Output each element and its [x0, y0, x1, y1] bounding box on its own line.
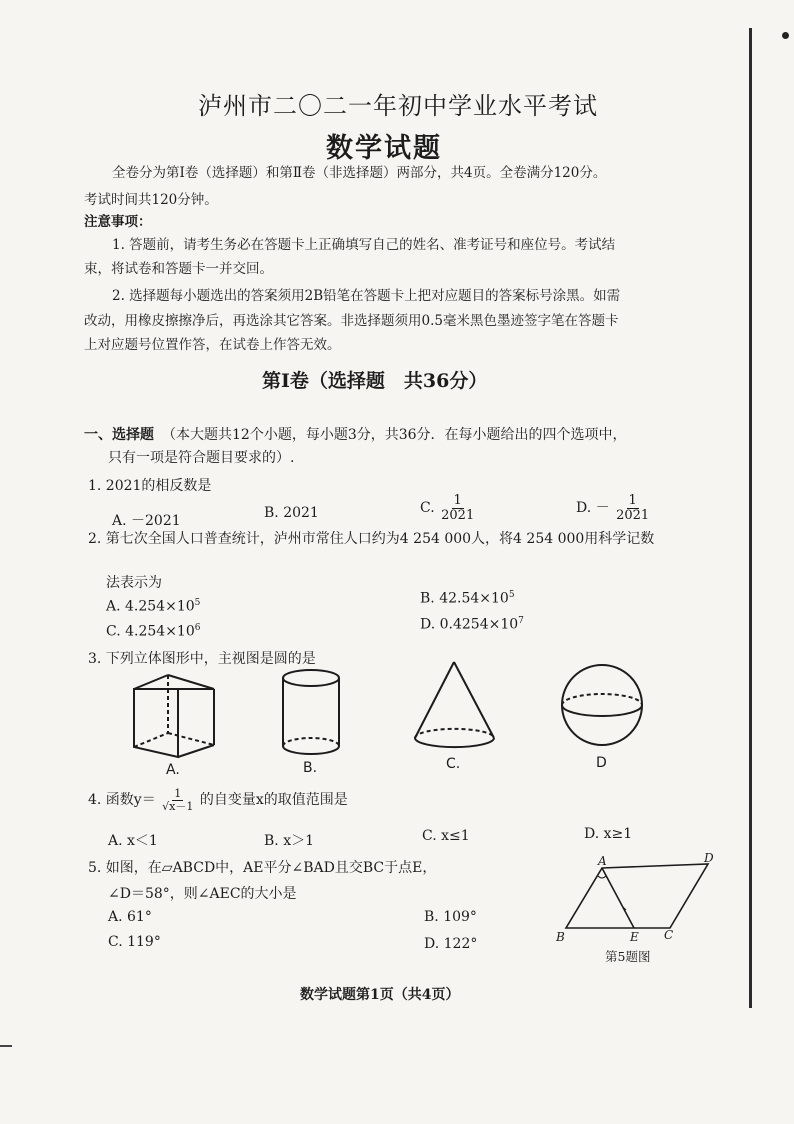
q3-option-a: A.	[166, 762, 180, 778]
q2-a-base: A. 4.254×10	[106, 598, 195, 615]
q2-c-base: C. 4.254×10	[106, 623, 195, 640]
cone-figure	[412, 660, 502, 760]
q1-option-a: A. －2021	[112, 513, 181, 529]
triangular-prism-figure	[130, 673, 240, 763]
q3-option-d: D	[596, 755, 607, 771]
q2-option-c	[106, 623, 200, 640]
q2-b-exp: 5	[508, 590, 515, 600]
part-desc-a: （本大题共12个小题，每小题3分，共36分．在每小题给出的四个选项中，	[162, 427, 627, 443]
note-2a: 2. 选择题每小题选出的答案须用2B铅笔在答题卡上把对应题目的答案标号涂黑。如需	[112, 288, 621, 304]
q1-stem: 1. 2021的相反数是	[88, 478, 212, 494]
parallelogram-figure	[560, 858, 720, 938]
q1-option-c-prefix: C.	[420, 500, 435, 517]
q5-label-c: C	[664, 928, 674, 942]
q5-figure-caption: 第5题图	[605, 949, 651, 964]
q5-option-d: D. 122°	[424, 936, 478, 952]
page-binding-edge	[749, 28, 752, 1008]
q3-option-b: B.	[303, 760, 318, 776]
q1-option-d-fraction	[614, 494, 651, 522]
q4-stem	[88, 788, 348, 812]
q4-stem-post: 的自变量x的取值范围是	[199, 792, 348, 809]
section-1-title: 第Ⅰ卷（选择题 共36分）	[262, 370, 488, 392]
q1-c-numerator: 1	[453, 493, 462, 508]
q1-option-d	[576, 494, 651, 522]
q5-label-e: E	[630, 930, 639, 944]
q4-option-b: B. x＞1	[264, 833, 314, 849]
q5-option-c: C. 119°	[108, 934, 161, 950]
q2-stem-b: 法表示为	[106, 575, 162, 591]
q1-option-d-prefix: D. －	[576, 500, 610, 517]
part-label: 一、选择题	[84, 427, 154, 443]
q1-d-numerator: 1	[628, 493, 637, 508]
q1-option-c-fraction	[439, 494, 476, 522]
q5-option-b: B. 109°	[424, 909, 477, 925]
note-2c: 上对应题号位置作答，在试卷上作答无效。	[84, 337, 341, 353]
scan-mark	[0, 1045, 12, 1047]
exam-title: 泸州市二〇二一年初中学业水平考试	[198, 92, 598, 120]
q3-stem: 3. 下列立体图形中，主视图是圆的是	[88, 651, 316, 667]
q1-c-denominator: 2021	[441, 507, 475, 523]
q5-label-a: A	[598, 854, 607, 868]
q4-frac-den: √x－1	[162, 799, 194, 813]
note-2b: 改动，用橡皮擦擦净后，再选涂其它答案。非选择题须用0.5毫米黑色墨迹签字笔在答题卡	[84, 313, 619, 329]
q4-option-a: A. x＜1	[108, 833, 158, 849]
sphere-figure	[560, 663, 650, 753]
subject-title: 数学试题	[326, 133, 442, 164]
q4-stem-pre: 4. 函数y＝	[88, 792, 156, 809]
note-1b: 束，将试卷和答题卡一并交回。	[84, 261, 273, 277]
q4-fraction	[160, 788, 195, 812]
q2-option-d	[420, 616, 524, 633]
q1-option-c	[420, 494, 476, 522]
q2-d-base: D. 0.4254×10	[420, 616, 519, 633]
q5-stem-a: 5. 如图，在▱ABCD中，AE平分∠BAD且交BC于点E，	[88, 860, 437, 876]
scan-dot	[782, 32, 789, 39]
q3-option-c: C.	[446, 756, 461, 772]
cylinder-figure	[278, 668, 348, 763]
notes-heading: 注意事项：	[84, 214, 152, 230]
part-desc-b: 只有一项是符合题目要求的）.	[108, 450, 295, 466]
q4-frac-num: 1	[174, 787, 182, 800]
q2-c-exp: 6	[194, 623, 201, 633]
q5-label-d: D	[704, 851, 714, 865]
q5-option-a: A. 61°	[108, 909, 152, 925]
q5-stem-b: ∠D＝58°，则∠AEC的大小是	[108, 886, 297, 902]
page-footer: 数学试题第1页（共4页）	[300, 987, 460, 1003]
q5-label-b: B	[556, 930, 565, 944]
q2-a-exp: 5	[194, 598, 201, 608]
q2-stem-a: 2. 第七次全国人口普查统计，泸州市常住人口约为4 254 000人，将4 254 000用科学记数	[88, 531, 655, 547]
q4-option-d: D. x≥1	[584, 826, 633, 842]
q2-option-b	[420, 590, 515, 607]
q2-d-exp: 7	[518, 616, 524, 626]
q4-option-c: C. x≤1	[422, 828, 470, 844]
intro-line-2: 考试时间共120分钟。	[84, 192, 218, 208]
q1-d-denominator: 2021	[616, 507, 650, 523]
note-1a: 1. 答题前，请考生务必在答题卡上正确填写自己的姓名、准考证号和座位号。考试结	[112, 237, 616, 253]
q2-option-a	[106, 598, 200, 615]
intro-line-1: 全卷分为第Ⅰ卷（选择题）和第Ⅱ卷（非选择题）两部分，共4页。全卷满分120分。	[112, 165, 607, 181]
q1-option-b: B. 2021	[264, 505, 319, 521]
q2-b-base: B. 42.54×10	[420, 590, 509, 607]
